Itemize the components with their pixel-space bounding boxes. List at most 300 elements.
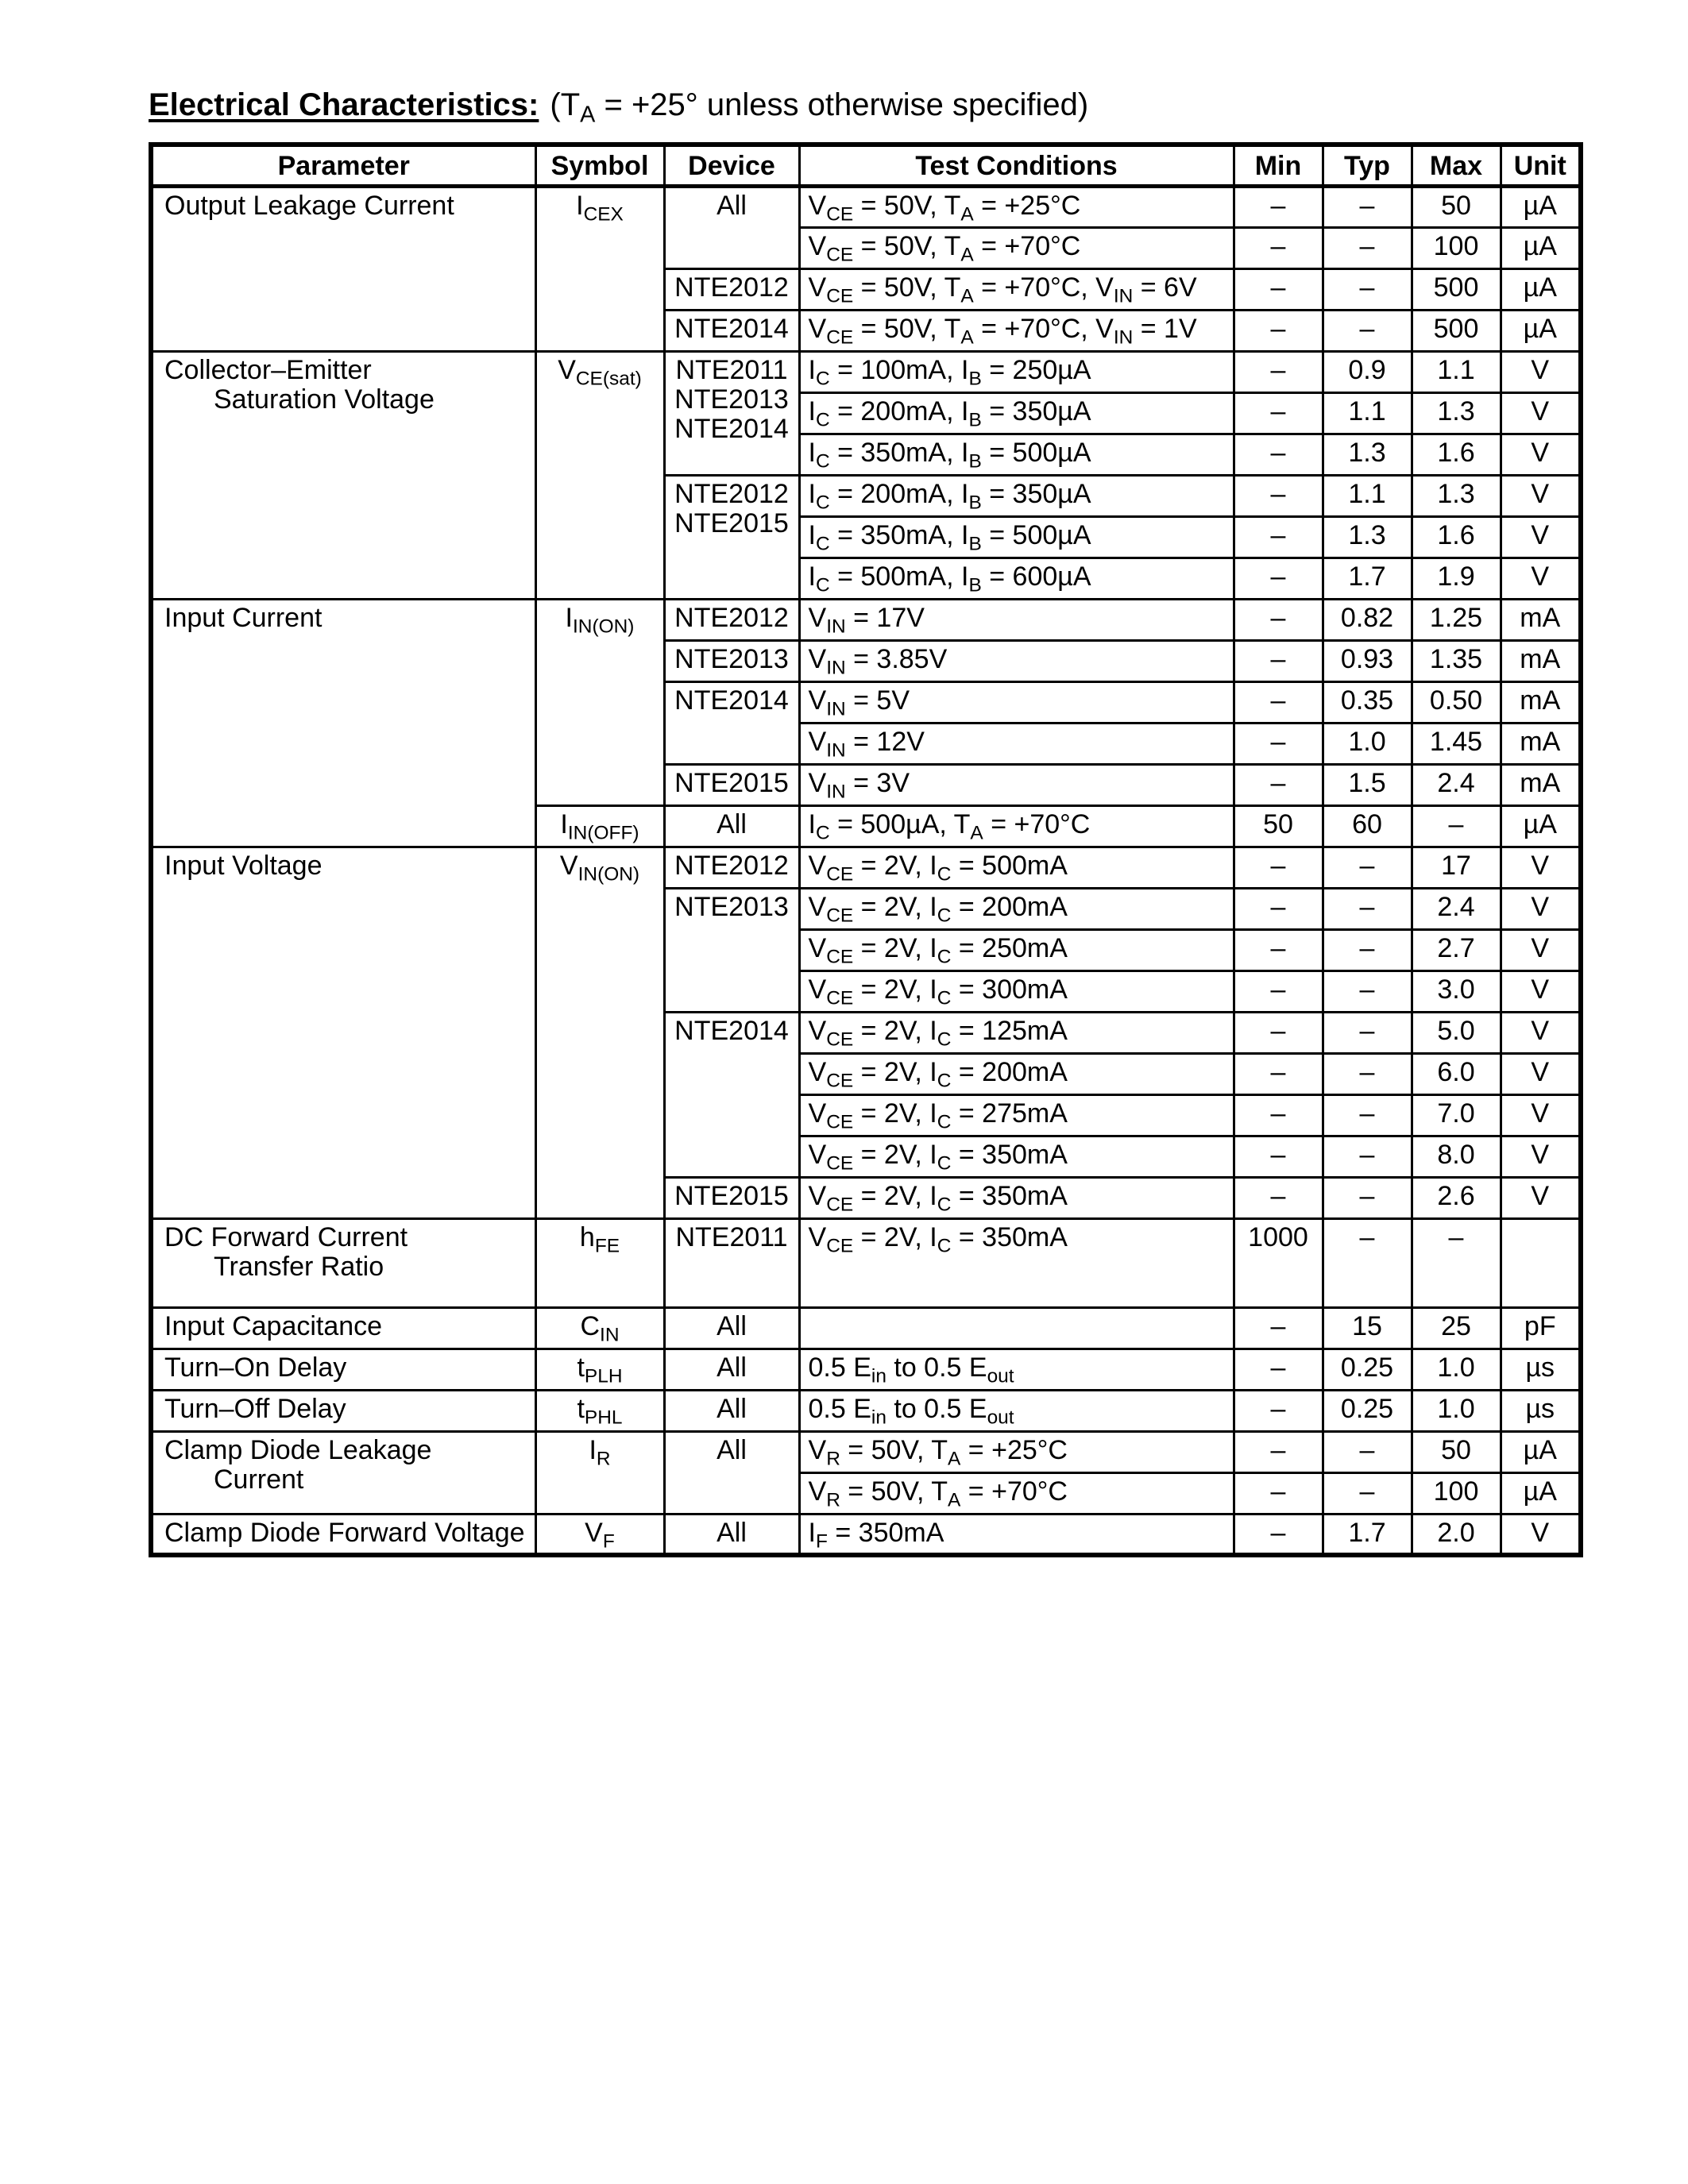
typ-cell: – [1323,847,1412,888]
condition-text: = +70°C [960,1476,1068,1507]
condition-text: = 350µA [981,478,1091,509]
unit-cell [1501,1218,1581,1307]
condition-subscript: A [960,243,974,265]
symbol-cell [535,599,664,805]
symbol-base: h [579,1221,595,1252]
max-cell: 8.0 [1412,1136,1501,1177]
test-condition-cell [799,640,1234,681]
typ-cell: 1.3 [1323,434,1412,475]
min-cell: – [1234,351,1323,392]
condition-subscript: C [815,821,830,843]
unit-cell: µA [1501,1431,1581,1472]
typ-cell: 0.35 [1323,681,1412,723]
device-cell [664,640,799,681]
min-cell: – [1234,1094,1323,1136]
symbol-cell [535,1514,664,1555]
condition-subscript: C [815,491,830,513]
test-condition-cell [799,1218,1234,1307]
condition-subscript: C [937,1110,952,1133]
test-condition-cell [799,1053,1234,1094]
condition-text: = 50V, T [853,230,961,261]
header-parameter: Parameter [151,145,535,186]
condition-subscript: CE [826,1234,854,1256]
max-cell: 3.0 [1412,970,1501,1012]
typ-cell: – [1323,1136,1412,1177]
condition-subscript: C [815,573,830,596]
max-cell: 500 [1412,310,1501,351]
min-cell: – [1234,1349,1323,1390]
device-cell [664,805,799,847]
device-cell [664,268,799,310]
typ-cell: 0.25 [1323,1349,1412,1390]
device-cell [664,1177,799,1218]
header-device: Device [664,145,799,186]
device-name: NTE2014 [674,1015,789,1046]
symbol-base: I [560,808,568,839]
device-cell [664,351,799,475]
test-condition-cell [799,723,1234,764]
min-cell: – [1234,1177,1323,1218]
condition-subscript: CE [826,1028,854,1050]
device-cell [664,888,799,1012]
device-cell [664,1514,799,1555]
symbol-cell [535,1307,664,1349]
test-condition-cell [799,1349,1234,1390]
condition-text: = 2V, I [853,891,937,922]
condition-text: = 350mA [827,1517,944,1548]
symbol-base: V [559,850,578,881]
test-condition-cell [799,1094,1234,1136]
parameter-name: Output Leakage Current [164,190,454,221]
condition-subscript: A [960,203,974,225]
table-header [151,145,1581,186]
condition-subscript: C [937,1234,952,1256]
condition-subscript: B [968,532,982,554]
condition-text: = 3V [845,767,910,798]
condition-subscript: CE [826,1193,854,1215]
condition-text: = 1V [1133,313,1197,344]
unit-cell: V [1501,847,1581,888]
unit-cell: V [1501,1514,1581,1555]
condition-subscript: A [960,284,974,307]
device-cell [664,310,799,351]
condition-text: V [808,685,827,716]
unit-cell: µA [1501,186,1581,227]
symbol-subscript: IN(ON) [577,862,640,885]
condition-subscript: CE [826,326,854,348]
device-name: All [717,1352,747,1383]
min-cell: – [1234,516,1323,558]
condition-text: V [808,190,827,221]
symbol-base: t [577,1393,585,1424]
condition-text: = 3.85V [845,643,948,674]
device-cell [664,847,799,888]
min-cell: – [1234,1136,1323,1177]
unit-cell: V [1501,929,1581,970]
min-cell: – [1234,970,1323,1012]
test-condition-cell [799,681,1234,723]
device-name: NTE2014 [674,414,789,445]
min-cell: – [1234,1514,1323,1555]
condition-subscript: IN [1113,326,1134,348]
condition-subscript: R [826,1447,840,1469]
condition-text: = 350mA, I [829,437,969,468]
test-condition-cell [799,1390,1234,1431]
condition-text: = 200mA, I [829,396,969,426]
min-cell: – [1234,681,1323,723]
condition-text: = 200mA [951,1056,1068,1087]
section-title-note: ($T_A = +25^\circ$ unless otherwise specified) [550,87,1089,128]
symbol-cell [535,1431,664,1514]
symbol-base: C [580,1310,601,1341]
condition-text: = 250mA [951,932,1068,963]
device-name: NTE2011 [675,1221,788,1252]
max-cell: 1.35 [1412,640,1501,681]
unit-cell: µs [1501,1390,1581,1431]
parameter-name: Clamp Diode Forward Voltage [164,1517,525,1548]
typ-cell: – [1323,888,1412,929]
min-cell: – [1234,558,1323,599]
test-condition-cell [799,186,1234,227]
condition-text: V [808,230,827,261]
condition-text: = 125mA [951,1015,1068,1046]
typ-cell: – [1323,1431,1412,1472]
unit-cell: µA [1501,310,1581,351]
condition-subscript: C [937,1193,952,1215]
unit-cell: V [1501,1136,1581,1177]
test-condition-cell [799,599,1234,640]
min-cell: – [1234,434,1323,475]
typ-cell: 15 [1323,1307,1412,1349]
unit-cell: µs [1501,1349,1581,1390]
condition-subscript: A [948,1447,961,1469]
symbol-subscript: IN(ON) [572,615,635,637]
min-cell: 50 [1234,805,1323,847]
typ-cell: 1.0 [1323,723,1412,764]
test-condition-cell [799,558,1234,599]
device-name: NTE2012 [674,478,789,509]
condition-subscript: IN [826,697,846,720]
condition-text: to 0.5 E [886,1393,987,1424]
unit-cell: mA [1501,640,1581,681]
symbol-subscript: PHL [584,1406,623,1428]
table-row [151,186,1581,227]
unit-cell: µA [1501,268,1581,310]
condition-subscript: CE [826,986,854,1009]
test-condition-cell [799,1472,1234,1514]
max-cell: 1.9 [1412,558,1501,599]
max-cell: 1.3 [1412,392,1501,434]
condition-text: = +25°C [960,1434,1068,1465]
condition-text: I [808,519,816,550]
parameter-name: Input Capacitance [164,1310,383,1341]
condition-subscript: F [815,1530,828,1552]
max-cell: 1.0 [1412,1349,1501,1390]
condition-subscript: IN [826,780,846,802]
parameter-cell [151,351,535,599]
condition-text: = 500µA [981,519,1091,550]
max-cell: 6.0 [1412,1053,1501,1094]
symbol-base: t [577,1352,585,1383]
device-name: NTE2012 [674,272,789,303]
condition-subscript: CE [826,284,854,307]
condition-text: = 500µA, T [829,808,971,839]
device-name: NTE2014 [674,313,789,344]
min-cell: – [1234,1307,1323,1349]
symbol-subscript: IN [600,1323,620,1345]
parameter-cell [151,186,535,351]
condition-subscript: CE [826,243,854,265]
condition-text: = 50V, T [853,272,961,303]
min-cell: – [1234,392,1323,434]
condition-text: = 2V, I [853,932,937,963]
max-cell: 2.0 [1412,1514,1501,1555]
condition-text: = 350mA [951,1180,1068,1211]
condition-text: = +70°C, V [973,272,1114,303]
parameter-cell [151,847,535,1218]
unit-cell: mA [1501,764,1581,805]
max-cell: 1.3 [1412,475,1501,516]
condition-text: = 500µA [981,437,1091,468]
symbol-base: V [558,354,576,385]
condition-text: V [808,1221,827,1252]
condition-subscript: R [826,1488,840,1511]
test-condition-cell [799,434,1234,475]
table-row [151,1307,1581,1349]
device-name: NTE2014 [674,685,789,716]
condition-text: = 350µA [981,396,1091,426]
test-condition-cell [799,227,1234,268]
electrical-characteristics-table [149,142,1583,1557]
condition-text: V [808,1015,827,1046]
condition-text: V [808,1180,827,1211]
condition-text: = 12V [845,726,925,757]
condition-subscript: IN [826,739,846,761]
table-row [151,1218,1581,1307]
symbol-cell [535,351,664,599]
test-condition-cell [799,805,1234,847]
condition-text: V [808,1139,827,1170]
condition-text: I [808,561,816,592]
typ-cell: – [1323,1012,1412,1053]
test-condition-cell [799,268,1234,310]
condition-subscript: C [937,904,952,926]
test-condition-cell [799,888,1234,929]
condition-subscript: IN [1113,284,1134,307]
condition-subscript: A [948,1488,961,1511]
condition-text: I [808,808,816,839]
condition-text: = 50V, T [853,190,961,221]
device-cell [664,1012,799,1177]
min-cell: – [1234,929,1323,970]
symbol-cell [535,1390,664,1431]
min-cell: – [1234,310,1323,351]
test-condition-cell [799,847,1234,888]
test-condition-cell [799,764,1234,805]
condition-text: = 200mA, I [829,478,969,509]
table-row [151,847,1581,888]
unit-cell: V [1501,1053,1581,1094]
parameter-cell [151,599,535,847]
device-cell [664,681,799,764]
condition-subscript: CE [826,862,854,885]
condition-subscript: out [987,1406,1014,1428]
unit-cell: V [1501,970,1581,1012]
min-cell: – [1234,640,1323,681]
max-cell: 2.4 [1412,764,1501,805]
condition-subscript: CE [826,1152,854,1174]
max-cell: 5.0 [1412,1012,1501,1053]
condition-subscript: C [815,532,830,554]
device-name: NTE2012 [674,850,789,881]
typ-cell: – [1323,929,1412,970]
condition-subscript: C [937,862,952,885]
condition-subscript: CE [826,945,854,967]
condition-text: = 500mA, I [829,561,969,592]
device-cell [664,1307,799,1349]
condition-text: = 300mA [951,974,1068,1005]
test-condition-cell [799,1012,1234,1053]
max-cell: 25 [1412,1307,1501,1349]
max-cell: 1.0 [1412,1390,1501,1431]
test-condition-cell [799,392,1234,434]
parameter-name-cont: Saturation Voltage [214,384,435,415]
device-name: NTE2013 [674,384,789,415]
max-cell: 17 [1412,847,1501,888]
condition-text: = 275mA [951,1098,1068,1129]
device-cell [664,764,799,805]
test-condition-cell [799,475,1234,516]
condition-subscript: C [937,1152,952,1174]
symbol-cell [535,1349,664,1390]
symbol-subscript: CEX [583,203,624,225]
min-cell: – [1234,268,1323,310]
condition-text: I [808,396,816,426]
min-cell: – [1234,888,1323,929]
device-name: NTE2013 [674,891,789,922]
typ-cell: 1.7 [1323,558,1412,599]
condition-subscript: B [968,573,982,596]
parameter-name: Clamp Diode Leakage [164,1434,432,1465]
condition-subscript: in [871,1364,886,1387]
condition-text: V [808,891,827,922]
section-title [149,87,1089,128]
condition-text: = 50V, T [840,1476,948,1507]
typ-cell: – [1323,310,1412,351]
unit-cell: µA [1501,227,1581,268]
device-name: All [717,808,747,839]
condition-text: = 250µA [981,354,1091,385]
header-symbol: Symbol [535,145,664,186]
condition-text: V [808,1434,827,1465]
condition-text: = 2V, I [853,1221,937,1252]
table-row [151,351,1581,392]
device-cell [664,1218,799,1307]
condition-text: I [808,1517,816,1548]
condition-text: = 2V, I [853,1098,937,1129]
device-name: All [717,1434,747,1465]
condition-text: = 100mA, I [829,354,969,385]
condition-text: V [808,1476,827,1507]
condition-text: = 600µA [981,561,1091,592]
condition-text: V [808,602,827,633]
device-name: All [717,1393,747,1424]
device-cell [664,186,799,268]
condition-text: I [808,478,816,509]
condition-text: = +70°C, V [973,313,1114,344]
condition-text: V [808,726,827,757]
min-cell: – [1234,1053,1323,1094]
condition-text: = +70°C [973,230,1081,261]
symbol-base: I [565,602,573,633]
parameter-name: Collector–Emitter [164,354,372,385]
condition-text: V [808,1098,827,1129]
symbol-subscript: F [602,1530,615,1552]
typ-cell: 0.25 [1323,1390,1412,1431]
parameter-name-cont: Current [214,1464,304,1495]
condition-subscript: CE [826,1110,854,1133]
typ-cell: – [1323,1472,1412,1514]
max-cell: 500 [1412,268,1501,310]
device-name: NTE2015 [674,507,789,538]
condition-text: = 2V, I [853,1015,937,1046]
condition-text: 0.5 E [808,1352,871,1383]
section-title-lead: Electrical Characteristics: [149,87,539,122]
typ-cell: 1.3 [1323,516,1412,558]
min-cell: – [1234,475,1323,516]
condition-subscript: A [960,326,974,348]
max-cell: 1.45 [1412,723,1501,764]
condition-subscript: C [815,367,830,389]
min-cell: – [1234,1012,1323,1053]
parameter-cell [151,1390,535,1431]
unit-cell: V [1501,1177,1581,1218]
typ-cell: 0.9 [1323,351,1412,392]
condition-subscript: CE [826,904,854,926]
condition-subscript: C [815,450,830,472]
condition-text: = 200mA [951,891,1068,922]
typ-cell: – [1323,1094,1412,1136]
symbol-base: I [589,1434,597,1465]
unit-cell: mA [1501,681,1581,723]
symbol-cell [535,1218,664,1307]
typ-cell: 0.93 [1323,640,1412,681]
max-cell: 7.0 [1412,1094,1501,1136]
condition-subscript: B [968,491,982,513]
test-condition-cell [799,1514,1234,1555]
max-cell: 50 [1412,186,1501,227]
device-name: All [717,190,747,221]
parameter-name: DC Forward Current [164,1221,408,1252]
condition-text: = 5V [845,685,910,716]
condition-text: 0.5 E [808,1393,871,1424]
table-row [151,1390,1581,1431]
max-cell: 2.4 [1412,888,1501,929]
device-name: NTE2013 [674,643,789,674]
min-cell: – [1234,1390,1323,1431]
condition-subscript: B [968,408,982,430]
unit-cell: µA [1501,1472,1581,1514]
unit-cell: µA [1501,805,1581,847]
parameter-name: Turn–On Delay [164,1352,347,1383]
max-cell: – [1412,1218,1501,1307]
unit-cell: V [1501,475,1581,516]
condition-subscript: C [937,1028,952,1050]
condition-text: = 350mA [951,1221,1068,1252]
test-condition-cell [799,516,1234,558]
min-cell: – [1234,1472,1323,1514]
condition-text: = 2V, I [853,850,937,881]
